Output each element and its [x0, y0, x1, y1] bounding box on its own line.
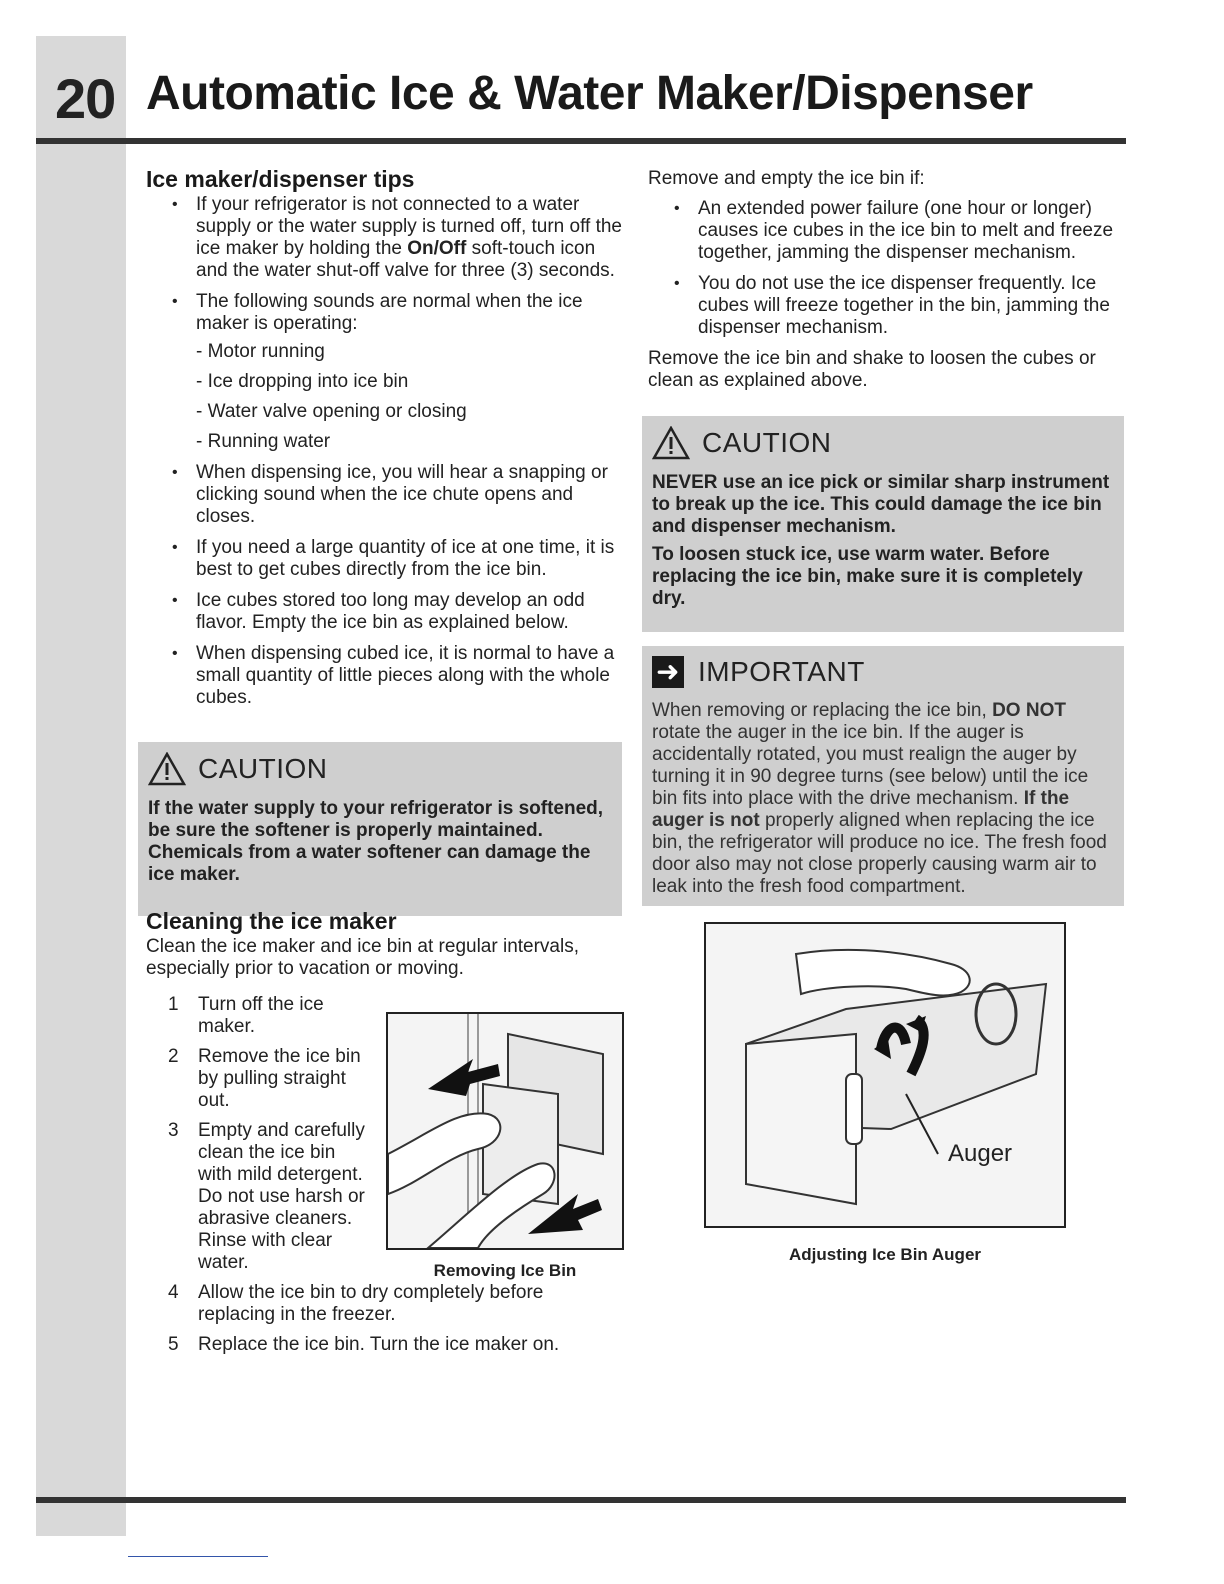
step-text: Replace the ice bin. Turn the ice maker on. — [198, 1334, 560, 1355]
removing-ice-bin-caption: Removing Ice Bin — [433, 1261, 577, 1280]
important-text — [652, 700, 1112, 898]
caution-text: NEVER use an ice pick or similar sharp instrument to break up the ice. This could damage the ice bin and dispenser mechanism. — [652, 472, 1110, 537]
right-column — [648, 168, 1128, 392]
arrow-right-icon: ➜ — [652, 656, 684, 688]
important-title — [652, 656, 1112, 688]
step-number: 2 — [168, 1046, 179, 1067]
bottom-divider — [36, 1497, 1126, 1503]
warning-triangle-icon — [652, 426, 690, 460]
footer-line — [128, 1556, 268, 1557]
caution-title — [652, 426, 1112, 460]
left-column — [146, 168, 626, 718]
list-item: - Motor running — [196, 341, 626, 363]
caution-text: To loosen stuck ice, use warm water. Before replacing the ice bin, make sure it is completely dry. — [652, 544, 1083, 609]
list-item: - Running water — [196, 431, 626, 453]
important-bold: DO NOT — [992, 700, 1066, 721]
caution-box-left — [138, 742, 622, 916]
list-item — [170, 291, 626, 453]
important-segment: rotate the auger in the ice bin. If the auger is accidentally rotated, you must realign the auger by turning it in 90 degree turns (see below) until the ice bin fits into place with the drive mechanism. — [652, 722, 1089, 809]
step-number: 1 — [168, 994, 179, 1015]
tips-list — [146, 194, 626, 709]
empty-bin-list — [648, 198, 1128, 339]
list-item: • When dispensing cubed ice, it is normal to have a small quantity of little pieces along with the whole cubes. — [170, 643, 626, 709]
sounds-list — [196, 341, 626, 453]
auger-caption: Adjusting Ice Bin Auger — [788, 1245, 982, 1264]
list-item — [146, 994, 368, 1038]
list-item: • When dispensing ice, you will hear a snapping or clicking sound when the ice chute opens and closes. — [170, 462, 626, 528]
ice-bin-auger-illustration — [706, 924, 1064, 1226]
list-item — [146, 1120, 373, 1274]
warning-triangle-icon — [148, 752, 186, 786]
important-title-text: IMPORTANT — [698, 656, 865, 687]
step-number: 4 — [168, 1282, 179, 1303]
caution-box-right — [642, 416, 1124, 632]
list-item: • You do not use the ice dispenser frequently. Ice cubes will freeze together in the bin, jamming the dispenser mechanism. — [672, 273, 1128, 339]
step-text: Remove the ice bin by pulling straight out. — [198, 1046, 361, 1111]
cleaning-heading: Cleaning the ice maker — [146, 908, 397, 934]
list-item — [146, 1282, 608, 1326]
tip-bold: On/Off — [407, 238, 467, 259]
list-item: • Ice cubes stored too long may develop an odd flavor. Empty the ice bin as explained below. — [170, 590, 626, 634]
list-item — [146, 1046, 368, 1112]
important-box — [642, 646, 1124, 906]
ice-bin-removal-illustration — [388, 1014, 622, 1248]
caution-text: If the water supply to your refrigerator is softened, be sure the softener is properly maintained. Chemicals from a water softener can damage the ice maker. — [148, 798, 604, 885]
auger-label: Auger — [948, 1140, 1013, 1167]
important-segment: properly aligned when replacing the ice bin, the refrigerator will produce no ice. The fresh food door also may not close properly causing warm air to leak into the fresh food compartment. — [652, 810, 1107, 897]
tips-heading: Ice maker/dispenser tips — [146, 166, 415, 192]
important-bold: If the auger is not — [652, 788, 1070, 831]
step-number: 5 — [168, 1334, 179, 1355]
sidebar-strip — [36, 36, 126, 1536]
auger-figure — [704, 922, 1066, 1228]
step-text: Allow the ice bin to dry completely before replacing in the freezer. — [198, 1282, 544, 1325]
list-item: - Ice dropping into ice bin — [196, 371, 626, 393]
list-item: • If you need a large quantity of ice at one time, it is best to get cubes directly from the ice bin. — [170, 537, 626, 581]
tip-text: The following sounds are normal when the ice maker is operating: — [196, 291, 583, 334]
list-item — [146, 1334, 628, 1356]
empty-bin-intro: Remove and empty the ice bin if: — [648, 168, 925, 189]
step-number: 3 — [168, 1120, 179, 1141]
step-text: Empty and carefully clean the ice bin with mild detergent. Do not use harsh or abrasive cleaners. Rinse with clear water. — [198, 1120, 365, 1273]
list-item: • An extended power failure (one hour or longer) causes ice cubes in the ice bin to melt and freeze together, jamming the dispenser mechanism. — [672, 198, 1128, 264]
cleaning-intro: Clean the ice maker and ice bin at regular intervals, especially prior to vacation or moving. — [146, 936, 580, 979]
page-number: 20 — [55, 67, 116, 130]
empty-bin-outro: Remove the ice bin and shake to loosen the cubes or clean as explained above. — [648, 348, 1096, 391]
tip-text: If your refrigerator is not connected to a water supply or the water supply is turned off, turn off the ice maker by holding the — [196, 194, 622, 259]
step-text: Turn off the ice maker. — [198, 994, 324, 1037]
list-item: - Water valve opening or closing — [196, 401, 626, 423]
caution-title-text: CAUTION — [198, 753, 328, 784]
caution-title-text: CAUTION — [702, 427, 832, 458]
important-segment: When removing or replacing the ice bin, — [652, 700, 993, 721]
top-divider — [36, 138, 1126, 144]
page-title: Automatic Ice & Water Maker/Dispenser — [146, 67, 1033, 120]
removing-ice-bin-figure — [386, 1012, 624, 1250]
caution-title — [148, 752, 610, 786]
list-item — [170, 194, 626, 282]
tip-text: soft-touch icon and the water shut-off valve for three (3) seconds. — [196, 238, 615, 281]
